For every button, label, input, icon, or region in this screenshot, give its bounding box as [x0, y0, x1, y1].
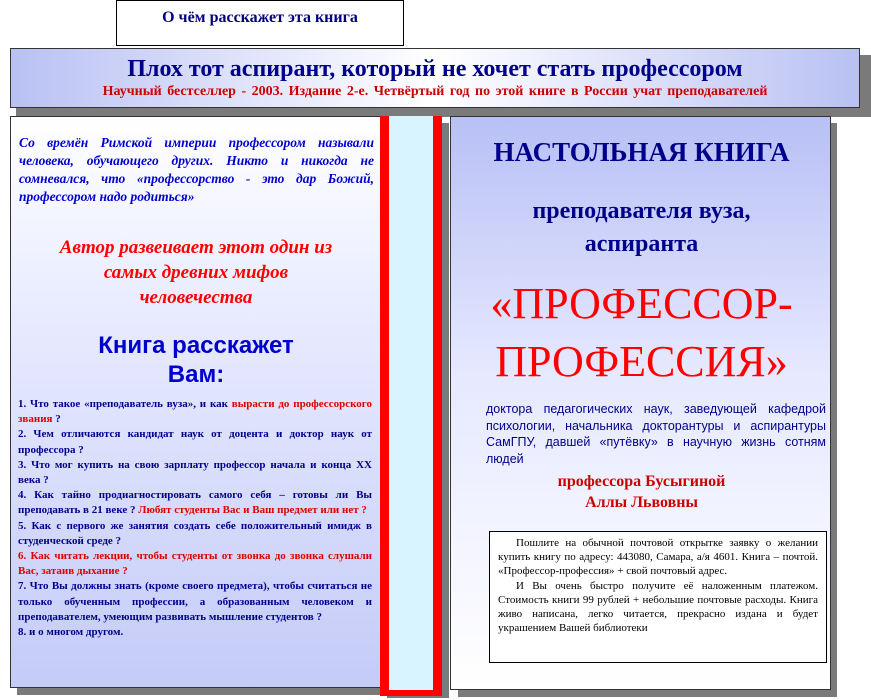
- author-line: Автор развеивает этот один из: [59, 237, 333, 258]
- list-item: 6. Как читать лекции, чтобы студенты от звонка до звонка слушали Вас, затаив дыхание ?: [18, 550, 372, 578]
- author-name-line: Аллы Львовны: [585, 494, 698, 511]
- banner-subtitle: Научный бестселлер - 2003. Издание 2-е. Четвёртый год по этой книге в России учат преподавателей: [102, 84, 768, 99]
- order-paragraph: Пошлите на обычной почтовой открытке заявку о желании купить книгу по адресу: 443080, Самара, а/я 4601. Книга – почтой. «Профессор-профессия» + свой почтовый адрес.: [498, 537, 818, 578]
- author-description: доктора педагогических наук, заведующей кафедрой психологии, начальника докторантуры и аспирантуры СамГПУ, давшей «путёвку» в научную жизнь сотням людей: [486, 402, 826, 466]
- list-item: 5. Как с первого же занятия создать себе положительный имидж в студенческой среде ?: [18, 519, 372, 547]
- tells-line: Книга расскажет: [98, 332, 294, 359]
- cover-subtitle-line: аспиранта: [584, 231, 699, 257]
- list-item: 8. и о многом другом.: [18, 626, 124, 639]
- top-tab-label: О чём расскажет эта книга: [116, 0, 404, 46]
- left-panel: [10, 116, 383, 688]
- book-name-line: ПРОФЕССИЯ»: [495, 337, 788, 386]
- author-line: человечества: [139, 287, 253, 308]
- book-name-line: «ПРОФЕССОР-: [490, 279, 793, 328]
- intro-text: Со времён Римской империи профессором называли человека, обучающего других. Никто и никогда не сомневался, что «профессорство - это дар Божий, профессором надо родиться»: [19, 135, 374, 204]
- list-item: 1. Что такое «преподаватель вуза», и как вырасти до профессорского звания ?: [18, 398, 372, 426]
- cover-subtitle: [451, 195, 832, 261]
- cover-title: НАСТОЛЬНАЯ КНИГА: [493, 137, 790, 167]
- author-name-line: профессора Бусыгиной: [557, 473, 726, 490]
- book-cover-panel: [450, 116, 831, 690]
- book-tells-heading: [21, 331, 371, 389]
- tells-line: Вам:: [167, 361, 225, 388]
- author-line: самых древних мифов: [103, 262, 289, 283]
- order-paragraph: И Вы очень быстро получите её наложенным платежом. Стоимость книги 99 рублей + небольшие почтовые расходы. Книга живо написана, легко читается, прекрасно издана и будет украшением Вашей библиотеки: [498, 579, 818, 635]
- author-name: [451, 471, 832, 513]
- list-item: 7. Что Вы должны знать (кроме своего предмета), чтобы считаться не только обученным профессии, а образованным человеком и преподавателем, умеющим развивать мышление студентов ?: [18, 580, 372, 623]
- list-item: 3. Что мог купить на свою зарплату профессор начала и конца XX века ?: [18, 458, 372, 487]
- list-item: 2. Чем отличаются кандидат наук от доцента и доктор наук от профессора ?: [18, 428, 372, 456]
- headline-banner: [10, 48, 860, 108]
- question-list: [18, 397, 372, 640]
- banner-title: Плох тот аспирант, который не хочет стать профессором: [127, 56, 743, 82]
- book-spine-inner: [389, 116, 433, 690]
- book-name: [451, 275, 832, 391]
- order-info-box: [489, 531, 827, 663]
- cover-subtitle-line: преподавателя вуза,: [532, 198, 751, 224]
- list-item: 4. Как тайно продиагностировать самого себя – готовы ли Вы преподавать в 21 веке ? Любят студенты Вас и Ваш предмет или нет ?: [18, 489, 372, 517]
- author-myth-text: [21, 235, 371, 310]
